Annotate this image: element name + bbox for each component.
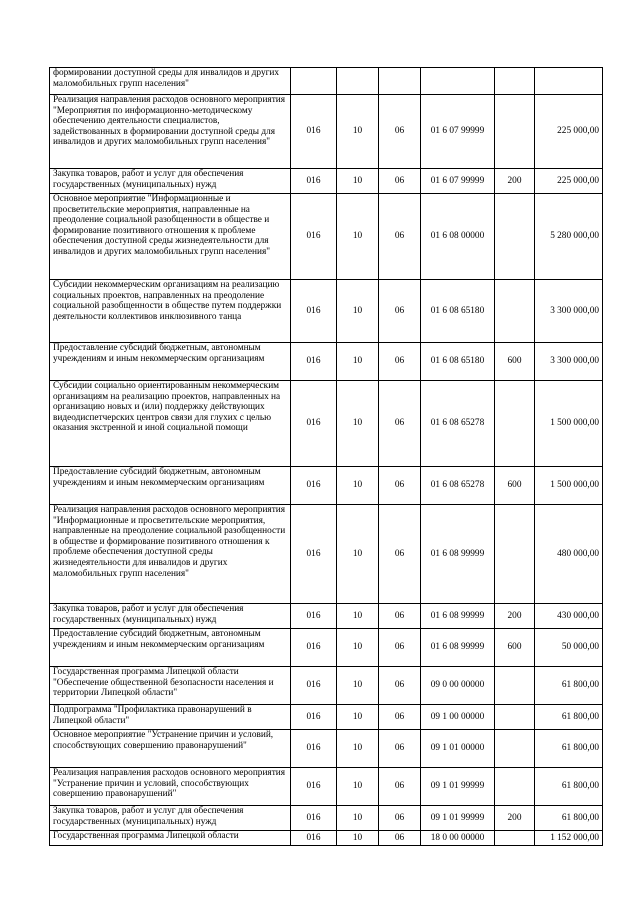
- row-subsection-code: 06: [379, 194, 421, 280]
- row-target-article: 01 6 07 99999: [421, 169, 495, 194]
- table-row: [50, 730, 603, 768]
- row-section-code: 10: [337, 95, 379, 169]
- row-name: Подпрограмма "Профилактика правонарушений в Липецкой области": [50, 705, 291, 730]
- row-subsection-code: 06: [379, 467, 421, 505]
- row-subsection-code: 06: [379, 169, 421, 194]
- row-section-code: 10: [337, 667, 379, 705]
- row-target-article: 01 6 07 99999: [421, 95, 495, 169]
- row-ministry-code: 016: [291, 705, 337, 730]
- row-expense-type: [495, 667, 535, 705]
- row-target-article: 09 1 01 99999: [421, 768, 495, 806]
- row-ministry-code: 016: [291, 194, 337, 280]
- row-target-article: 01 6 08 99999: [421, 629, 495, 667]
- budget-table: [49, 67, 603, 846]
- row-amount: 3 300 000,00: [535, 280, 603, 343]
- table-row: [50, 806, 603, 831]
- row-target-article: 01 6 08 65278: [421, 467, 495, 505]
- row-target-article: 01 6 08 00000: [421, 194, 495, 280]
- row-amount: 1 500 000,00: [535, 381, 603, 467]
- row-section-code: 10: [337, 768, 379, 806]
- row-expense-type: [495, 95, 535, 169]
- row-amount: 61 800,00: [535, 806, 603, 831]
- row-target-article: 09 1 00 00000: [421, 705, 495, 730]
- table-row: [50, 343, 603, 381]
- table-row: [50, 831, 603, 846]
- row-name: Субсидии социально ориентированным некоммерческим организациям на реализацию проектов, направленных на организацию новых и (или) поддержку действующих видеодиспетчерских центров связи для глухих с целью оказания экстренной и иной социальной помощи: [50, 381, 291, 467]
- row-section-code: 10: [337, 381, 379, 467]
- row-amount: 5 280 000,00: [535, 194, 603, 280]
- row-expense-type: [495, 705, 535, 730]
- row-section-code: [337, 68, 379, 95]
- row-subsection-code: [379, 68, 421, 95]
- row-target-article: [421, 68, 495, 95]
- row-amount: 50 000,00: [535, 629, 603, 667]
- row-section-code: 10: [337, 280, 379, 343]
- table-row: [50, 68, 603, 95]
- row-expense-type: 200: [495, 806, 535, 831]
- row-name: Предоставление субсидий бюджетным, автономным учреждениям и иным некоммерческим организациям: [50, 343, 291, 381]
- row-section-code: 10: [337, 705, 379, 730]
- row-name: Реализация направления расходов основного мероприятия "Мероприятия по информационно-методическому обеспечению деятельности специалистов, задействованных в формировании доступной среды для инвалидов и других маломобильных групп населения": [50, 95, 291, 169]
- row-expense-type: [495, 68, 535, 95]
- row-name: Основное мероприятие "Информационные и просветительские мероприятия, направленные на преодоление социальной разобщенности в обществе и формирование позитивного отношения к проблеме обеспечения доступной среды жизнедеятельности для инвалидов и других маломобильных групп населения": [50, 194, 291, 280]
- row-amount: 61 800,00: [535, 730, 603, 768]
- row-target-article: 01 6 08 65278: [421, 381, 495, 467]
- row-amount: 225 000,00: [535, 95, 603, 169]
- table-row: [50, 705, 603, 730]
- row-subsection-code: 06: [379, 381, 421, 467]
- row-name: Предоставление субсидий бюджетным, автономным учреждениям и иным некоммерческим организациям: [50, 467, 291, 505]
- row-target-article: 01 6 08 65180: [421, 343, 495, 381]
- row-section-code: 10: [337, 505, 379, 604]
- row-expense-type: [495, 194, 535, 280]
- row-ministry-code: 016: [291, 467, 337, 505]
- row-target-article: 09 1 01 00000: [421, 730, 495, 768]
- row-ministry-code: 016: [291, 730, 337, 768]
- row-ministry-code: 016: [291, 831, 337, 846]
- row-target-article: 09 0 00 00000: [421, 667, 495, 705]
- row-name: Предоставление субсидий бюджетным, автономным учреждениям и иным некоммерческим организациям: [50, 629, 291, 667]
- row-section-code: 10: [337, 806, 379, 831]
- row-expense-type: 600: [495, 343, 535, 381]
- row-subsection-code: 06: [379, 730, 421, 768]
- table-row: [50, 604, 603, 629]
- row-name: Закупка товаров, работ и услуг для обеспечения государственных (муниципальных) нужд: [50, 806, 291, 831]
- row-amount: 1 500 000,00: [535, 467, 603, 505]
- row-name: Государственная программа Липецкой области "Обеспечение общественной безопасности населения и территории Липецкой области": [50, 667, 291, 705]
- row-amount: 3 300 000,00: [535, 343, 603, 381]
- row-expense-type: 200: [495, 604, 535, 629]
- row-expense-type: [495, 381, 535, 467]
- row-subsection-code: 06: [379, 95, 421, 169]
- row-amount: 480 000,00: [535, 505, 603, 604]
- row-expense-type: [495, 505, 535, 604]
- table-row: [50, 280, 603, 343]
- row-ministry-code: 016: [291, 280, 337, 343]
- row-name: Субсидии некоммерческим организациям на реализацию социальных проектов, направленных на преодоление социальной разобщенности в обществе путем поддержки деятельности коллективов инклюзивного танца: [50, 280, 291, 343]
- row-ministry-code: 016: [291, 95, 337, 169]
- row-target-article: 01 6 08 99999: [421, 505, 495, 604]
- row-amount: 61 800,00: [535, 705, 603, 730]
- row-section-code: 10: [337, 629, 379, 667]
- row-subsection-code: 06: [379, 806, 421, 831]
- row-subsection-code: 06: [379, 280, 421, 343]
- row-amount: [535, 68, 603, 95]
- row-name: формировании доступной среды для инвалидов и других маломобильных групп населения": [50, 68, 291, 95]
- table-row: [50, 667, 603, 705]
- row-subsection-code: 06: [379, 831, 421, 846]
- table-row: [50, 194, 603, 280]
- row-expense-type: 200: [495, 169, 535, 194]
- row-amount: 225 000,00: [535, 169, 603, 194]
- row-expense-type: 600: [495, 467, 535, 505]
- row-name: Реализация направления расходов основного мероприятия "Устранение причин и условий, способствующих совершению правонарушений": [50, 768, 291, 806]
- row-section-code: 10: [337, 730, 379, 768]
- row-ministry-code: 016: [291, 667, 337, 705]
- row-ministry-code: 016: [291, 806, 337, 831]
- row-ministry-code: 016: [291, 343, 337, 381]
- row-section-code: 10: [337, 169, 379, 194]
- row-expense-type: 600: [495, 629, 535, 667]
- row-name: Государственная программа Липецкой области: [50, 831, 291, 846]
- row-expense-type: [495, 768, 535, 806]
- row-ministry-code: 016: [291, 768, 337, 806]
- row-expense-type: [495, 730, 535, 768]
- row-section-code: 10: [337, 343, 379, 381]
- row-amount: 430 000,00: [535, 604, 603, 629]
- row-name: Реализация направления расходов основного мероприятия "Информационные и просветительские мероприятия, направленные на преодоление социальной разобщенности в обществе и формирование позитивного отношения к проблеме обеспечения доступной среды жизнедеятельности для инвалидов и других маломобильных групп населения": [50, 505, 291, 604]
- table-row: [50, 169, 603, 194]
- row-subsection-code: 06: [379, 604, 421, 629]
- row-section-code: 10: [337, 194, 379, 280]
- table-row: [50, 505, 603, 604]
- row-section-code: 10: [337, 604, 379, 629]
- row-ministry-code: 016: [291, 505, 337, 604]
- row-ministry-code: 016: [291, 381, 337, 467]
- row-amount: 1 152 000,00: [535, 831, 603, 846]
- row-name: Закупка товаров, работ и услуг для обеспечения государственных (муниципальных) нужд: [50, 604, 291, 629]
- row-section-code: 10: [337, 467, 379, 505]
- row-ministry-code: [291, 68, 337, 95]
- table-row: [50, 95, 603, 169]
- row-subsection-code: 06: [379, 768, 421, 806]
- row-ministry-code: 016: [291, 169, 337, 194]
- row-section-code: 10: [337, 831, 379, 846]
- row-name: Закупка товаров, работ и услуг для обеспечения государственных (муниципальных) нужд: [50, 169, 291, 194]
- row-amount: 61 800,00: [535, 667, 603, 705]
- row-ministry-code: 016: [291, 604, 337, 629]
- row-subsection-code: 06: [379, 629, 421, 667]
- row-subsection-code: 06: [379, 505, 421, 604]
- table-row: [50, 768, 603, 806]
- row-subsection-code: 06: [379, 667, 421, 705]
- table-row: [50, 467, 603, 505]
- row-target-article: 01 6 08 99999: [421, 604, 495, 629]
- row-name: Основное мероприятие "Устранение причин и условий, способствующих совершению правонарушений": [50, 730, 291, 768]
- row-target-article: 09 1 01 99999: [421, 806, 495, 831]
- row-ministry-code: 016: [291, 629, 337, 667]
- table-row: [50, 381, 603, 467]
- row-subsection-code: 06: [379, 705, 421, 730]
- row-subsection-code: 06: [379, 343, 421, 381]
- row-expense-type: [495, 831, 535, 846]
- row-target-article: 18 0 00 00000: [421, 831, 495, 846]
- row-expense-type: [495, 280, 535, 343]
- row-amount: 61 800,00: [535, 768, 603, 806]
- table-row: [50, 629, 603, 667]
- row-target-article: 01 6 08 65180: [421, 280, 495, 343]
